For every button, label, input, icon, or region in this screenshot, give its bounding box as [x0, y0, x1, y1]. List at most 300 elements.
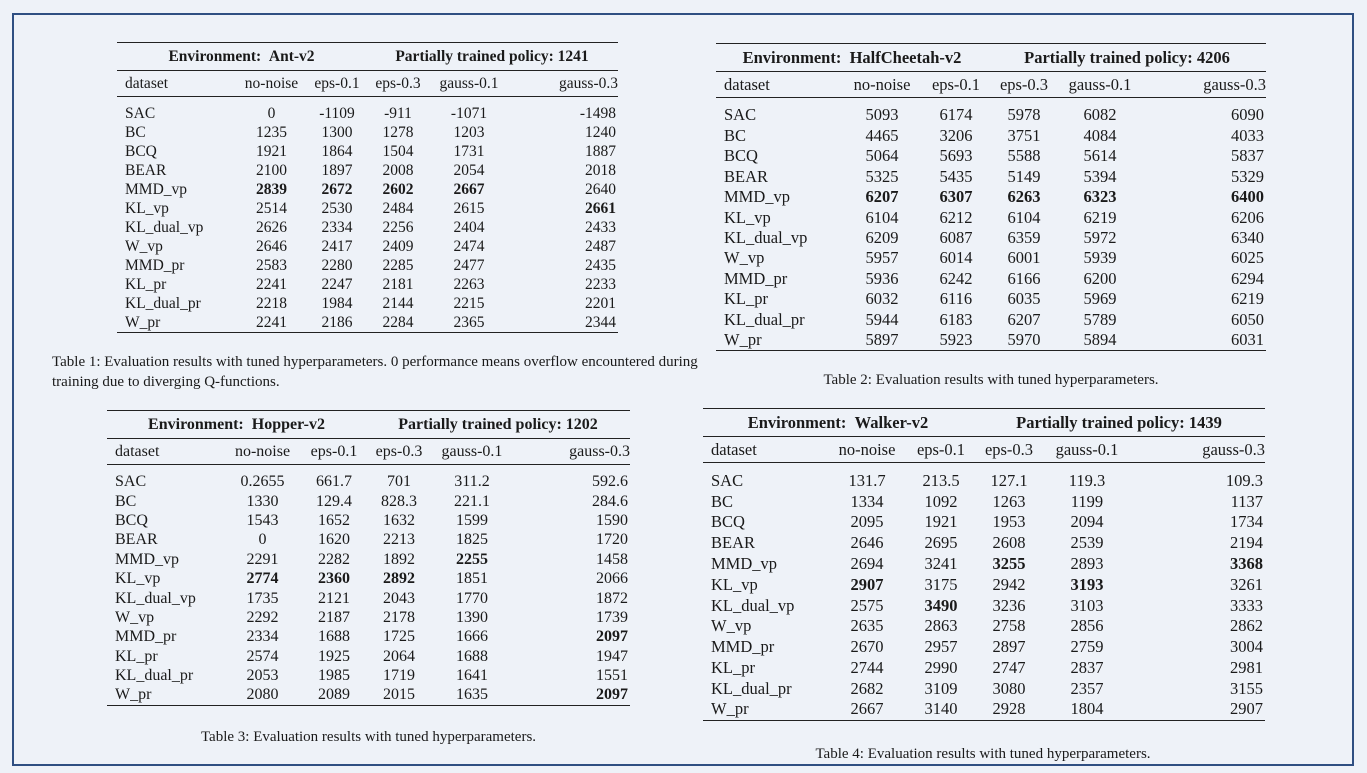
column-header-row	[703, 437, 1265, 463]
value-cell	[302, 589, 366, 608]
table-row	[117, 143, 618, 162]
value-cell	[308, 238, 366, 257]
method-name: KL_pr	[115, 647, 158, 665]
value-cell	[909, 554, 973, 575]
value-cell	[1129, 595, 1265, 616]
value-text: 6014	[939, 248, 973, 268]
table-caption: Table 1: Evaluation results with tuned hyperparameters. 0 performance means overflow encountered during training due to diverging Q-functions.	[52, 354, 698, 390]
table-row	[117, 238, 618, 257]
value-cell	[432, 647, 512, 666]
method-name: SAC	[117, 97, 235, 124]
value-cell	[1060, 207, 1140, 227]
value-cell	[512, 465, 630, 492]
value-cell	[988, 126, 1060, 146]
value-cell	[1045, 637, 1129, 658]
value-text: 2089	[318, 686, 350, 704]
value-cell	[223, 628, 302, 647]
method-name: KL_dual_vp	[115, 589, 196, 607]
value-cell	[512, 492, 630, 511]
table-caption: Table 2: Evaluation results with tuned hyperparameters.	[823, 372, 1159, 388]
method-name: KL_pr	[724, 289, 768, 309]
value-cell	[512, 647, 630, 666]
value-text: 1688	[456, 647, 488, 665]
value-cell	[924, 167, 988, 187]
value-text: 6359	[1007, 228, 1041, 248]
table-row	[703, 699, 1265, 720]
value-text: 2064	[383, 647, 415, 665]
value-text: 5325	[865, 166, 899, 186]
value-cell	[840, 167, 924, 187]
value-cell	[512, 608, 630, 627]
value-cell	[366, 511, 432, 530]
value-cell	[223, 686, 302, 705]
value-cell	[973, 554, 1045, 575]
value-cell	[432, 492, 512, 511]
column-header: eps-0.1	[909, 437, 973, 463]
value-cell	[825, 678, 909, 699]
table-row	[703, 463, 1265, 492]
value-text: 1092	[924, 491, 958, 511]
value-cell	[366, 257, 430, 276]
value-cell	[1060, 126, 1140, 146]
value-text: 2053	[246, 667, 279, 685]
method-name: MMD_pr	[724, 268, 788, 288]
value-text: 2360	[318, 570, 350, 588]
value-cell	[924, 207, 988, 227]
value-text: 6001	[1007, 248, 1041, 268]
table-row	[716, 330, 1266, 351]
value-text: 1504	[382, 143, 414, 160]
table-row	[703, 658, 1265, 679]
value-text: 2066	[596, 570, 628, 588]
value-text: 2907	[850, 574, 884, 594]
column-header: eps-0.3	[973, 437, 1045, 463]
value-cell	[302, 628, 366, 647]
table-2-block	[716, 43, 1266, 351]
environment-cell	[716, 44, 988, 72]
value-cell	[825, 616, 909, 637]
value-text: 2744	[850, 658, 884, 678]
value-cell	[988, 167, 1060, 187]
value-text: 2043	[383, 589, 415, 607]
value-cell	[430, 97, 508, 124]
environment-cell	[117, 43, 366, 71]
value-text: 2213	[383, 531, 415, 549]
column-header: gauss-0.3	[512, 439, 630, 465]
value-cell	[840, 330, 924, 351]
method-name: SAC	[107, 465, 223, 492]
table-row	[703, 491, 1265, 512]
value-cell	[430, 162, 508, 181]
value-text: 2365	[453, 313, 485, 331]
table-row	[117, 314, 618, 333]
value-cell	[924, 146, 988, 166]
value-cell	[235, 181, 308, 200]
value-cell	[430, 295, 508, 314]
value-text: 2667	[453, 181, 485, 198]
value-text: 2247	[321, 276, 353, 293]
value-cell	[508, 97, 618, 124]
table-row	[716, 167, 1266, 187]
table-row	[117, 276, 618, 295]
value-cell	[825, 463, 909, 492]
table-3-block	[107, 410, 630, 706]
table-row	[107, 686, 630, 705]
table-caption: Table 4: Evaluation results with tuned hyperparameters.	[815, 746, 1151, 762]
value-cell	[1045, 463, 1129, 492]
value-text: 2892	[383, 570, 415, 588]
value-text: 2263	[453, 276, 485, 293]
value-cell	[223, 647, 302, 666]
value-text: 2284	[382, 313, 414, 331]
value-text: 2682	[850, 678, 884, 698]
value-text: 0	[258, 531, 267, 549]
method-name: KL_dual_vp	[724, 228, 808, 248]
environment-label: Environment:	[168, 47, 262, 65]
column-header-row	[107, 439, 630, 465]
value-text: 5944	[865, 309, 899, 329]
value-text: 2100	[256, 162, 287, 179]
value-cell	[1140, 330, 1266, 351]
table-row	[716, 98, 1266, 126]
value-text: 2981	[1230, 658, 1263, 678]
value-text: 1770	[456, 589, 488, 607]
value-cell	[366, 124, 430, 143]
method-name: KL_vp	[711, 574, 758, 594]
value-text: 2862	[1230, 616, 1263, 636]
value-text: 4084	[1083, 126, 1117, 146]
value-cell	[512, 569, 630, 588]
value-text: 2670	[850, 637, 884, 657]
value-text: 2256	[382, 219, 414, 236]
value-cell	[223, 569, 302, 588]
value-text: 2094	[1070, 512, 1104, 532]
value-text: 6219	[1231, 289, 1264, 309]
value-cell	[302, 511, 366, 530]
value-text: 2334	[246, 628, 279, 646]
value-cell	[366, 276, 430, 295]
value-text: 3155	[1230, 678, 1263, 698]
value-text: 6032	[865, 289, 899, 309]
value-text: 5149	[1007, 166, 1041, 186]
value-cell	[508, 257, 618, 276]
column-header: dataset	[117, 71, 235, 97]
value-cell	[909, 463, 973, 492]
value-cell	[223, 511, 302, 530]
value-cell	[308, 295, 366, 314]
value-text: 1688	[318, 628, 350, 646]
value-cell	[909, 533, 973, 554]
value-cell	[1129, 699, 1265, 720]
table-row	[703, 616, 1265, 637]
value-cell	[909, 595, 973, 616]
value-cell	[308, 181, 366, 200]
value-text: 1921	[256, 143, 287, 160]
table-row	[107, 589, 630, 608]
results-table	[703, 408, 1265, 721]
table-row	[107, 608, 630, 627]
value-cell	[1129, 554, 1265, 575]
environment-name: HalfCheetah-v2	[849, 47, 962, 67]
value-text: 2928	[992, 699, 1026, 719]
method-name: W_vp	[125, 238, 163, 255]
value-text: 2233	[585, 276, 616, 293]
value-text: 701	[387, 472, 411, 490]
value-cell	[366, 97, 430, 124]
method-name: SAC	[716, 98, 840, 126]
value-text: 5972	[1083, 228, 1117, 248]
value-cell	[508, 276, 618, 295]
value-cell	[973, 658, 1045, 679]
method-name: MMD_vp	[711, 554, 778, 574]
value-text: 1725	[383, 628, 415, 646]
table-row	[716, 126, 1266, 146]
table-row	[703, 595, 1265, 616]
table-row	[716, 289, 1266, 309]
value-text: -911	[384, 104, 412, 122]
table-row	[703, 637, 1265, 658]
environment-name: Ant-v2	[268, 47, 315, 65]
value-text: 1947	[596, 647, 628, 665]
value-cell	[1045, 699, 1129, 720]
value-text: 2015	[383, 686, 415, 704]
value-cell	[1060, 269, 1140, 289]
value-text: 3206	[939, 126, 973, 146]
value-cell	[840, 269, 924, 289]
value-text: 3241	[924, 554, 958, 574]
value-text: 3255	[992, 554, 1026, 574]
value-text: 119.3	[1068, 470, 1106, 490]
value-text: 5064	[865, 146, 899, 166]
value-text: 1551	[596, 667, 628, 685]
value-cell	[508, 295, 618, 314]
column-header: dataset	[107, 439, 223, 465]
table-row	[107, 531, 630, 550]
value-cell	[840, 248, 924, 268]
value-cell	[825, 554, 909, 575]
value-cell	[1140, 167, 1266, 187]
results-table	[117, 42, 618, 333]
value-cell	[302, 686, 366, 705]
value-text: 5789	[1083, 309, 1117, 329]
value-cell	[308, 97, 366, 124]
value-text: 6294	[1231, 268, 1264, 288]
table-title-row	[703, 409, 1265, 437]
method-name: BC	[724, 126, 747, 146]
column-header-row	[716, 72, 1266, 98]
method-name: BC	[711, 491, 734, 511]
table-row	[716, 269, 1266, 289]
value-cell	[223, 492, 302, 511]
column-header: eps-0.3	[366, 439, 432, 465]
column-header: dataset	[716, 72, 840, 98]
method-name: KL_vp	[724, 207, 771, 227]
value-cell	[1129, 678, 1265, 699]
method-name: W_vp	[711, 616, 752, 636]
value-cell	[308, 276, 366, 295]
value-cell	[366, 295, 430, 314]
value-cell	[1060, 309, 1140, 329]
column-header: no-noise	[840, 72, 924, 98]
value-cell	[302, 492, 366, 511]
value-cell	[988, 207, 1060, 227]
value-cell	[223, 666, 302, 685]
column-header-row	[117, 71, 618, 97]
value-text: 6200	[1083, 268, 1117, 288]
value-text: 1334	[850, 491, 884, 511]
value-cell	[366, 181, 430, 200]
value-cell	[988, 228, 1060, 248]
value-cell	[302, 550, 366, 569]
value-text: 1458	[596, 550, 628, 568]
value-text: 2758	[992, 616, 1026, 636]
method-name: W_pr	[716, 330, 840, 351]
value-text: 6212	[939, 207, 973, 227]
value-text: 1897	[321, 162, 353, 179]
value-cell	[366, 686, 432, 705]
table-1-block	[117, 42, 618, 333]
method-name: BEAR	[115, 531, 158, 549]
value-cell	[430, 143, 508, 162]
value-text: 2417	[321, 238, 353, 255]
value-cell	[1045, 554, 1129, 575]
value-text: 6263	[1007, 187, 1041, 207]
value-text: 5837	[1231, 146, 1264, 166]
method-name: KL_dual_pr	[125, 295, 201, 312]
value-text: 5329	[1231, 166, 1264, 186]
policy-label: Partially trained policy:	[1016, 412, 1185, 432]
value-text: 1620	[318, 531, 350, 549]
value-cell	[840, 187, 924, 207]
value-text: 2144	[382, 295, 414, 312]
value-text: 2095	[850, 512, 884, 532]
value-cell	[308, 314, 366, 333]
column-header: gauss-0.1	[432, 439, 512, 465]
value-text: 5435	[939, 166, 973, 186]
value-cell	[1140, 187, 1266, 207]
value-cell	[302, 647, 366, 666]
value-cell	[1129, 491, 1265, 512]
value-text: 3109	[924, 678, 958, 698]
value-text: 2487	[585, 238, 616, 255]
value-cell	[366, 219, 430, 238]
value-text: 5936	[865, 268, 899, 288]
value-text: 1263	[992, 491, 1026, 511]
table-title-row	[117, 43, 618, 71]
value-text: 3236	[992, 595, 1026, 615]
value-text: 2292	[246, 608, 279, 626]
value-cell	[308, 257, 366, 276]
value-cell	[924, 228, 988, 248]
value-text: 2856	[1070, 616, 1104, 636]
value-text: 2774	[246, 570, 279, 588]
value-cell	[1045, 512, 1129, 533]
value-text: 2759	[1070, 637, 1104, 657]
value-cell	[825, 637, 909, 658]
value-cell	[973, 616, 1045, 637]
value-cell	[432, 531, 512, 550]
value-cell	[988, 98, 1060, 126]
value-cell	[430, 200, 508, 219]
value-cell	[430, 238, 508, 257]
environment-name: Walker-v2	[854, 412, 929, 432]
value-text: 2186	[321, 313, 353, 331]
value-text: 1804	[1070, 699, 1104, 719]
value-cell	[1045, 574, 1129, 595]
value-cell	[988, 187, 1060, 207]
value-cell	[235, 124, 308, 143]
table-row	[716, 187, 1266, 207]
value-text: 2942	[992, 574, 1026, 594]
value-cell	[825, 574, 909, 595]
value-text: 1240	[585, 124, 616, 141]
method-name: KL_dual_vp	[711, 595, 795, 615]
value-cell	[1140, 146, 1266, 166]
value-text: 6090	[1231, 105, 1264, 125]
value-text: -1498	[579, 104, 616, 122]
value-cell	[825, 533, 909, 554]
value-text: 2404	[453, 219, 485, 236]
value-text: 2178	[383, 608, 415, 626]
column-header: eps-0.1	[302, 439, 366, 465]
value-text: 2008	[382, 162, 414, 179]
value-cell	[825, 491, 909, 512]
value-text: 2990	[924, 658, 958, 678]
method-name: KL_vp	[125, 200, 169, 217]
value-text: 2474	[453, 238, 485, 255]
value-text: 2018	[585, 162, 616, 179]
column-header: no-noise	[235, 71, 308, 97]
value-cell	[1045, 595, 1129, 616]
value-text: 1925	[318, 647, 350, 665]
method-name: BCQ	[115, 511, 148, 529]
value-text: 2054	[453, 162, 485, 179]
policy-cell	[366, 411, 630, 439]
table-4-block	[703, 408, 1265, 721]
method-name: BC	[115, 492, 137, 510]
environment-label: Environment:	[148, 415, 244, 433]
table-row	[107, 492, 630, 511]
value-cell	[988, 289, 1060, 309]
value-text: 2187	[318, 608, 350, 626]
value-text: 2672	[321, 181, 353, 198]
value-cell	[1129, 463, 1265, 492]
environment-label: Environment:	[747, 412, 847, 432]
value-cell	[840, 207, 924, 227]
value-cell	[840, 289, 924, 309]
value-text: 3333	[1230, 595, 1263, 615]
value-cell	[1060, 146, 1140, 166]
value-cell	[1129, 574, 1265, 595]
value-cell	[366, 628, 432, 647]
column-header: eps-0.1	[924, 72, 988, 98]
value-text: 2280	[321, 257, 353, 274]
value-cell	[430, 276, 508, 295]
value-text: 2608	[992, 533, 1026, 553]
value-cell	[235, 295, 308, 314]
value-text: 1731	[453, 143, 485, 160]
value-text: 5897	[865, 329, 899, 349]
value-text: 1720	[596, 531, 628, 549]
value-cell	[508, 124, 618, 143]
value-cell	[973, 463, 1045, 492]
value-cell	[825, 595, 909, 616]
value-text: 1984	[321, 295, 353, 312]
value-text: 3490	[924, 595, 958, 615]
value-text: 2409	[382, 238, 414, 255]
table-row	[716, 309, 1266, 329]
column-header: eps-0.3	[988, 72, 1060, 98]
